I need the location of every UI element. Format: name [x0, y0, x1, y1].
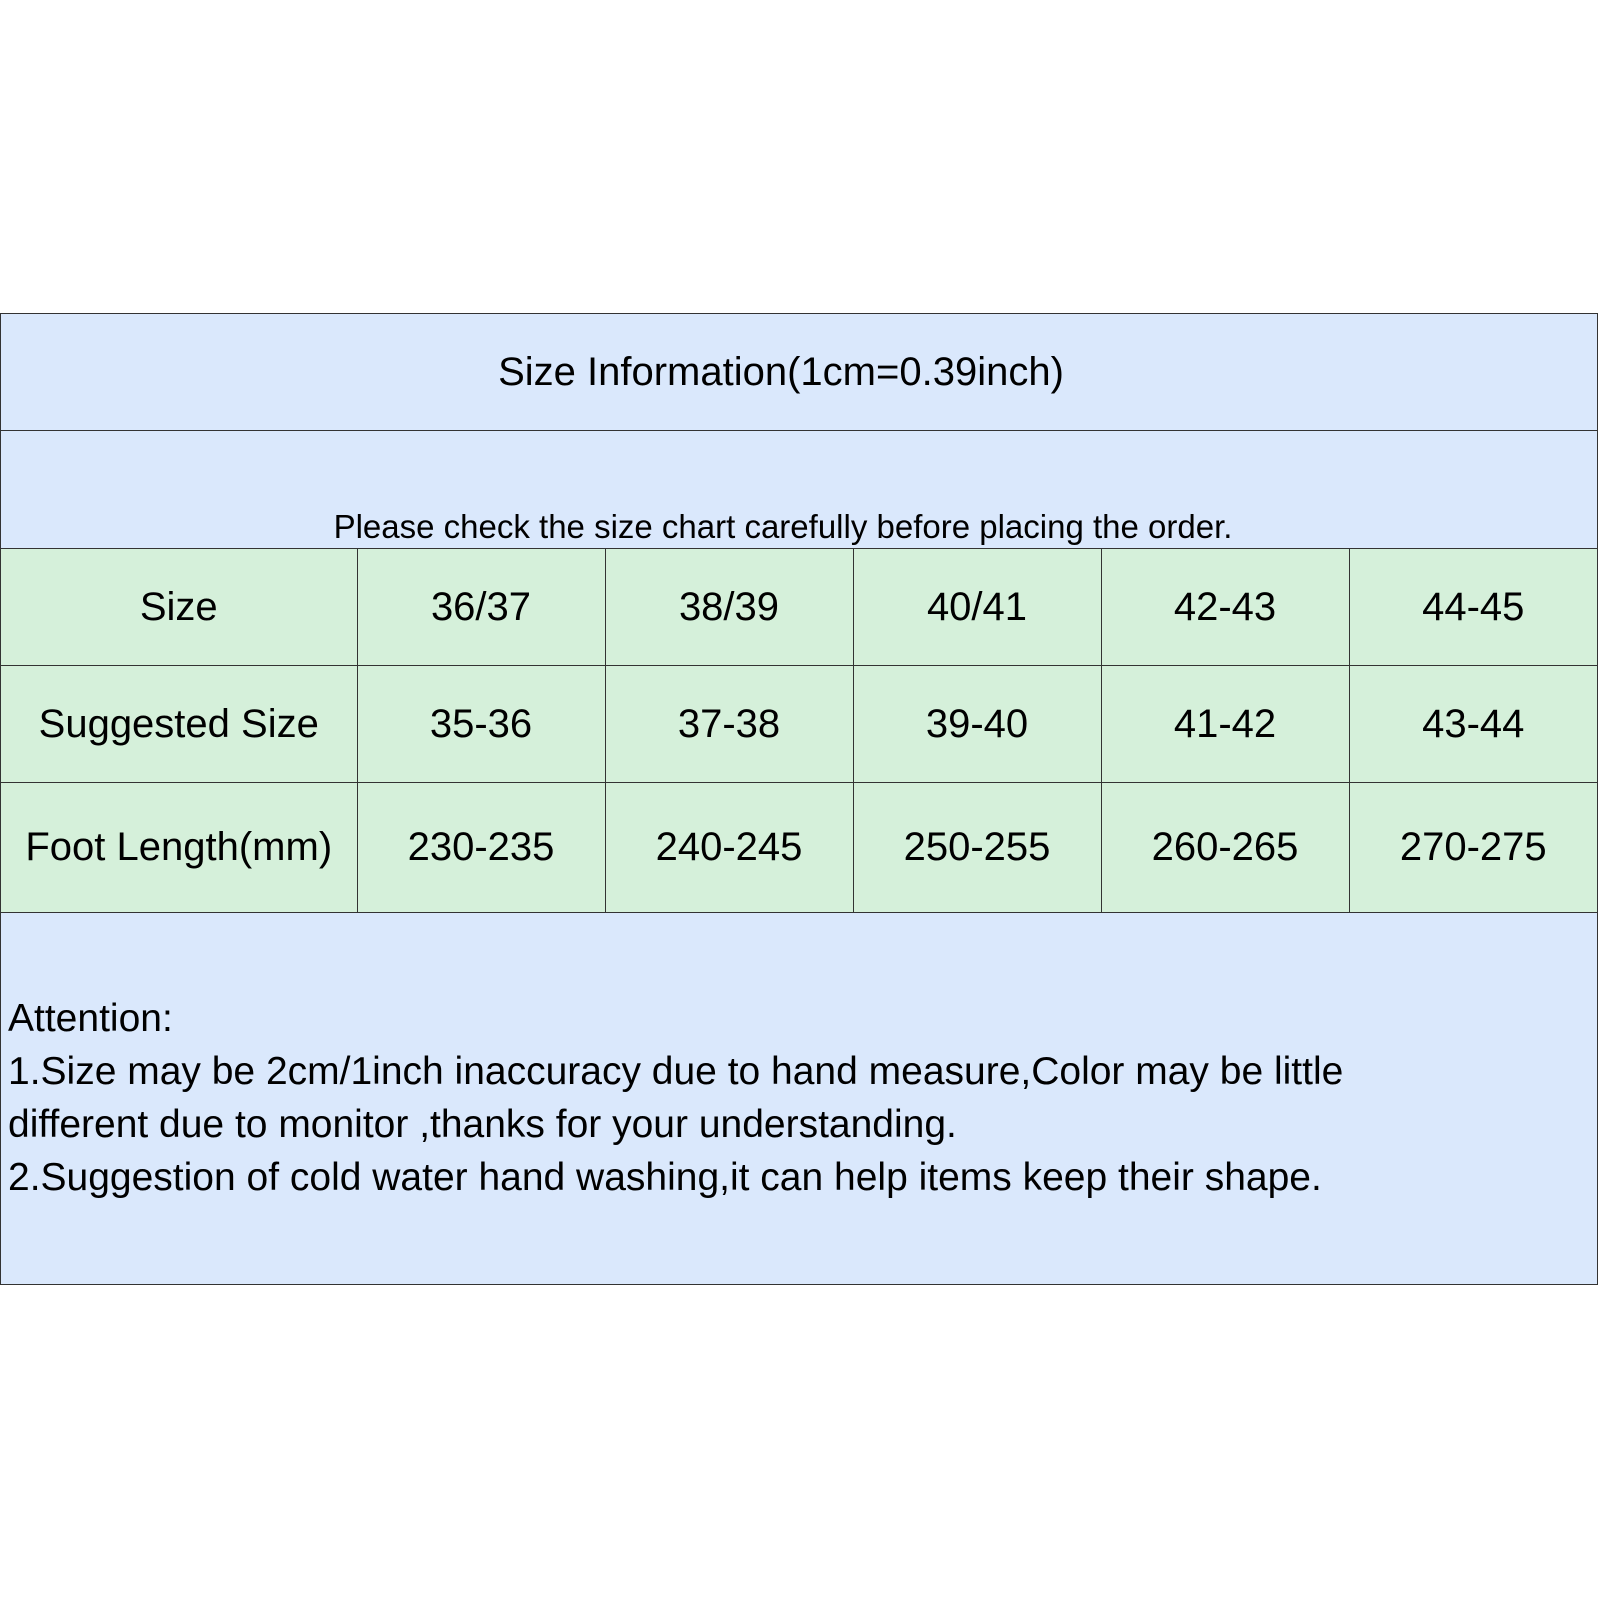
attention-heading: Attention: — [8, 997, 173, 1040]
table-cell: 44-45 — [1349, 549, 1597, 666]
table-cell: 240-245 — [605, 783, 853, 913]
table-cell: 35-36 — [357, 666, 605, 783]
page-title: Size Information(1cm=0.39inch) — [498, 349, 1064, 394]
row-label-foot-length: Foot Length(mm) — [1, 783, 357, 913]
table-cell: 36/37 — [357, 549, 605, 666]
table-row-size — [1, 549, 1597, 666]
attention-line: 1.Size may be 2cm/1inch inaccuracy due to hand measure,Color may be little — [8, 1050, 1344, 1093]
table-cell: 41-42 — [1101, 666, 1349, 783]
table-cell: 230-235 — [357, 783, 605, 913]
attention-notes — [8, 992, 1588, 1204]
table-cell: 42-43 — [1101, 549, 1349, 666]
table-cell: 40/41 — [853, 549, 1101, 666]
table-cell: 250-255 — [853, 783, 1101, 913]
size-chart-sheet — [0, 313, 1598, 1285]
table-row-foot-length — [1, 783, 1597, 913]
table-cell: 39-40 — [853, 666, 1101, 783]
notice-text: Please check the size chart carefully before placing the order. — [333, 508, 1233, 545]
table-cell: 270-275 — [1349, 783, 1597, 913]
table-cell: 260-265 — [1101, 783, 1349, 913]
table-cell: 43-44 — [1349, 666, 1597, 783]
table-cell: 38/39 — [605, 549, 853, 666]
title-row — [1, 314, 1597, 431]
attention-line: 2.Suggestion of cold water hand washing,it can help items keep their shape. — [8, 1156, 1322, 1199]
row-label-size: Size — [1, 549, 357, 666]
size-table — [1, 548, 1597, 913]
table-cell: 37-38 — [605, 666, 853, 783]
attention-line: different due to monitor ,thanks for your understanding. — [8, 1103, 957, 1146]
notice-row — [1, 431, 1597, 548]
row-label-suggested-size: Suggested Size — [1, 666, 357, 783]
table-row-suggested-size — [1, 666, 1597, 783]
